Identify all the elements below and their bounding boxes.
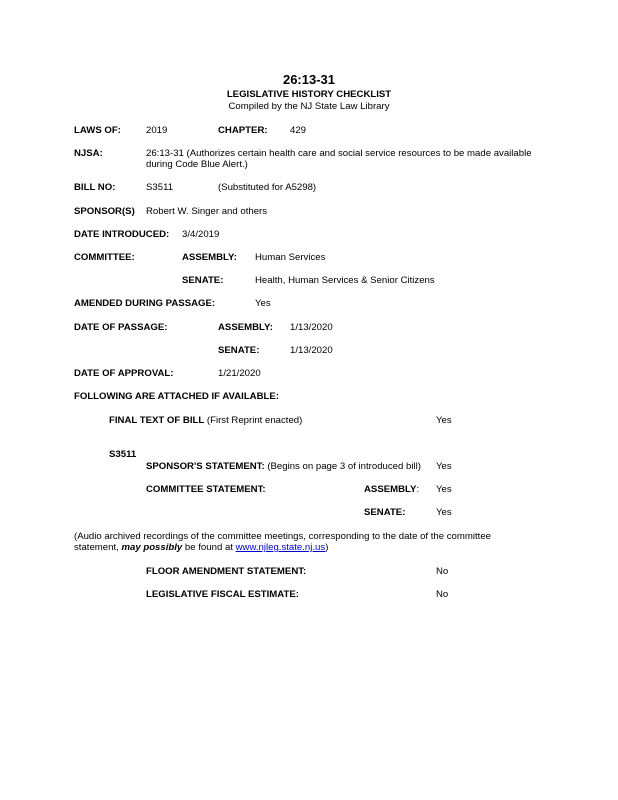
bill-no-note: (Substituted for A5298) bbox=[218, 182, 317, 193]
audio-note-post: ) bbox=[325, 542, 329, 553]
passage-senate-value: 1/13/2020 bbox=[290, 345, 333, 356]
njleg-link[interactable]: www.njleg.state.nj.us bbox=[235, 542, 326, 553]
sponsor-statement-row bbox=[146, 461, 421, 472]
amended-label: AMENDED DURING PASSAGE: bbox=[74, 298, 216, 309]
committee-label: COMMITTEE: bbox=[74, 252, 135, 263]
committee-statement-assembly-row bbox=[364, 484, 419, 495]
chapter-value: 429 bbox=[290, 125, 307, 136]
njsa-line-1: 26:13-31 (Authorizes certain health care and social service resources to be made available bbox=[146, 148, 532, 159]
audio-note-line-1: (Audio archived recordings of the committee meetings, corresponding to the date of the committee bbox=[74, 531, 492, 542]
audio-note-mid: be found at bbox=[182, 542, 236, 553]
committee-assembly-value: Human Services bbox=[255, 252, 326, 263]
passage-label: DATE OF PASSAGE: bbox=[74, 322, 168, 333]
final-text-note: (First Reprint enacted) bbox=[206, 415, 303, 426]
audio-note-emphasis: may possibly bbox=[121, 542, 183, 553]
compiled-by: Compiled by the NJ State Law Library bbox=[228, 101, 390, 112]
audio-note-pre: statement, bbox=[74, 542, 122, 553]
committee-statement-senate-label: SENATE: bbox=[364, 507, 406, 518]
committee-statement-label: COMMITTEE STATEMENT: bbox=[146, 484, 266, 495]
final-text-value: Yes bbox=[436, 415, 452, 426]
floor-amendment-value: No bbox=[436, 566, 449, 577]
laws-of-value: 2019 bbox=[146, 125, 168, 136]
amended-value: Yes bbox=[255, 298, 271, 309]
sponsor-statement-label: SPONSOR'S STATEMENT: bbox=[146, 461, 265, 472]
committee-assembly-label: ASSEMBLY: bbox=[182, 252, 237, 263]
committee-statement-senate-value: Yes bbox=[436, 507, 452, 518]
fiscal-estimate-value: No bbox=[436, 589, 449, 600]
approval-label: DATE OF APPROVAL: bbox=[74, 368, 174, 379]
sponsor-label: SPONSOR(S) bbox=[74, 206, 135, 217]
committee-statement-assembly-value: Yes bbox=[436, 484, 452, 495]
passage-assembly-label: ASSEMBLY: bbox=[218, 322, 273, 333]
sponsor-statement-note: (Begins on page 3 of introduced bill) bbox=[267, 461, 421, 472]
committee-senate-label: SENATE: bbox=[182, 275, 224, 286]
final-text-row bbox=[109, 415, 302, 426]
audio-note-line-2 bbox=[74, 542, 328, 553]
final-text-label: FINAL TEXT OF BILL bbox=[109, 415, 205, 426]
s3511-bill-label: S3511 bbox=[109, 449, 137, 460]
approval-value: 1/21/2020 bbox=[218, 368, 261, 379]
committee-statement-assembly-label: ASSEMBLY bbox=[364, 484, 417, 495]
passage-assembly-value: 1/13/2020 bbox=[290, 322, 333, 333]
floor-amendment-label: FLOOR AMENDMENT STATEMENT: bbox=[146, 566, 307, 577]
date-introduced-label: DATE INTRODUCED: bbox=[74, 229, 170, 240]
bill-no-value: S3511 bbox=[146, 182, 174, 193]
page-subtitle: LEGISLATIVE HISTORY CHECKLIST bbox=[226, 89, 392, 100]
following-label: FOLLOWING ARE ATTACHED IF AVAILABLE: bbox=[74, 391, 279, 402]
committee-statement-assembly-colon: : bbox=[416, 484, 420, 495]
chapter-label: CHAPTER: bbox=[218, 125, 268, 136]
passage-senate-label: SENATE: bbox=[218, 345, 260, 356]
njsa-line-2: during Code Blue Alert.) bbox=[146, 159, 248, 170]
laws-of-label: LAWS OF: bbox=[74, 125, 121, 136]
fiscal-estimate-label: LEGISLATIVE FISCAL ESTIMATE: bbox=[146, 589, 299, 600]
committee-senate-value: Health, Human Services & Senior Citizens bbox=[255, 275, 435, 286]
njsa-label: NJSA: bbox=[74, 148, 103, 159]
sponsor-value: Robert W. Singer and others bbox=[146, 206, 268, 217]
sponsor-statement-value: Yes bbox=[436, 461, 452, 472]
date-introduced-value: 3/4/2019 bbox=[182, 229, 220, 240]
bill-no-label: BILL NO: bbox=[74, 182, 116, 193]
page-title: 26:13-31 bbox=[282, 72, 336, 87]
